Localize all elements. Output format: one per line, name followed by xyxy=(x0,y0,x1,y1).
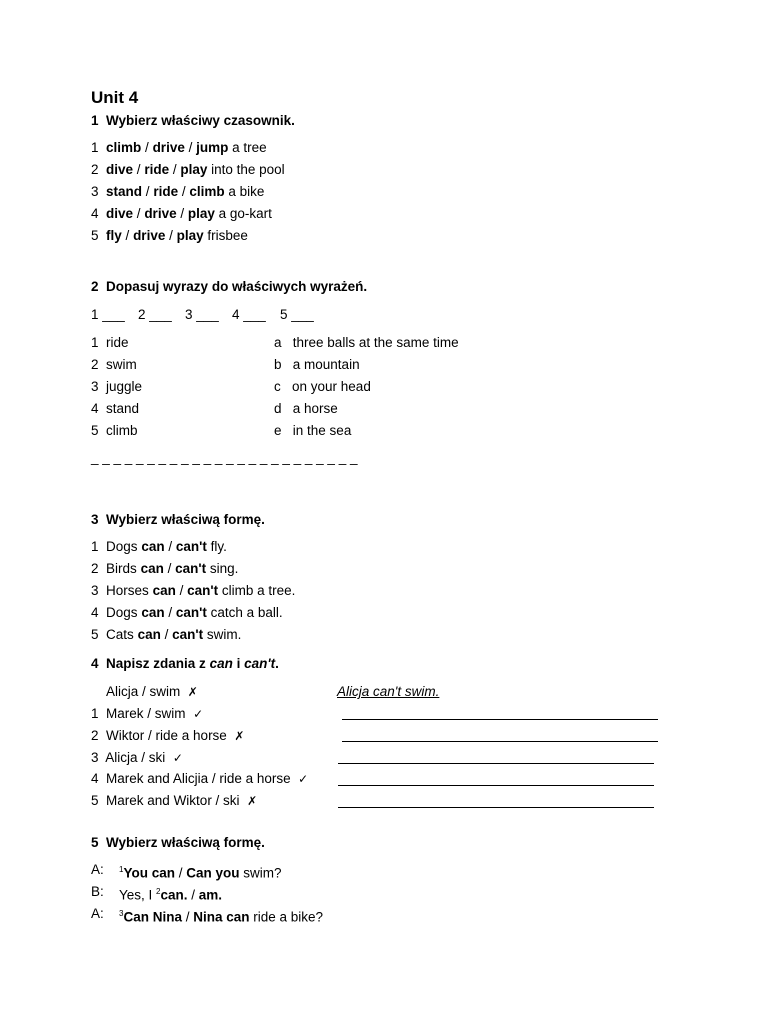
match-left-item: 3 juggle xyxy=(91,379,143,394)
match-left-item: 1 ride xyxy=(91,335,129,350)
answer-slot[interactable]: 2 ___ xyxy=(138,307,172,322)
answer-line[interactable] xyxy=(338,807,654,808)
dialogue-speaker: A: xyxy=(91,862,104,877)
match-right-item: d a horse xyxy=(274,401,338,416)
exercise-4-item: 1 Marek / swim ✓ xyxy=(91,706,204,721)
exercise-5-heading: 5 Wybierz właściwą formę. xyxy=(91,835,265,850)
answer-line[interactable] xyxy=(338,785,654,786)
cross-icon: ✗ xyxy=(187,685,198,699)
exercise-3-item: 1 Dogs can / can't fly. xyxy=(91,539,227,554)
check-icon: ✓ xyxy=(172,751,183,765)
exercise-3-item: 4 Dogs can / can't catch a ball. xyxy=(91,605,283,620)
match-left-item: 2 swim xyxy=(91,357,137,372)
exercise-1-item: 5 fly / drive / play frisbee xyxy=(91,228,248,243)
exercise-1-item: 3 stand / ride / climb a bike xyxy=(91,184,265,199)
check-icon: ✓ xyxy=(193,707,204,721)
answer-slot[interactable]: 4 ___ xyxy=(232,307,266,322)
exercise-1-item: 4 dive / drive / play a go-kart xyxy=(91,206,272,221)
exercise-1-heading: 1 Wybierz właściwy czasownik. xyxy=(91,113,295,128)
exercise-2-heading: 2 Dopasuj wyrazy do właściwych wyrażeń. xyxy=(91,279,368,294)
dialogue-speaker: B: xyxy=(91,884,104,899)
cross-icon: ✗ xyxy=(247,794,258,808)
exercise-4-item: 5 Marek and Wiktor / ski ✗ xyxy=(91,793,258,808)
answer-slot[interactable]: 3 ___ xyxy=(185,307,219,322)
match-right-item: a three balls at the same time xyxy=(274,335,459,350)
exercise-3-item: 2 Birds can / can't sing. xyxy=(91,561,239,576)
exercise-4-example-answer: Alicja can't swim. xyxy=(337,684,440,699)
check-icon: ✓ xyxy=(298,772,309,786)
exercise-4-item: 3 Alicja / ski ✓ xyxy=(91,750,183,765)
exercise-3-item: 3 Horses can / can't climb a tree. xyxy=(91,583,296,598)
answer-line[interactable] xyxy=(342,741,658,742)
cross-icon: ✗ xyxy=(234,729,245,743)
match-left-item: 4 stand xyxy=(91,401,140,416)
exercise-4-item: 4 Marek and Alicjia / ride a horse ✓ xyxy=(91,771,309,786)
exercise-4-item: 2 Wiktor / ride a horse ✗ xyxy=(91,728,245,743)
dialogue-line: $^3$Can Nina / Nina can ride a bike? xyxy=(119,909,324,925)
exercise-3-heading: 3 Wybierz właściwą formę. xyxy=(91,512,265,527)
dialogue-line: Yes, I $^2$can. / am. xyxy=(119,887,223,903)
match-right-item: e in the sea xyxy=(274,423,352,438)
exercise-4-heading: 4 Napisz zdania z can i can't. xyxy=(91,656,279,671)
page-title: Unit 4 xyxy=(91,88,139,107)
dialogue-line: $^1$You can / Can you swim? xyxy=(119,865,282,881)
exercise-1-item: 2 dive / ride / play into the pool xyxy=(91,162,285,177)
dialogue-speaker: A: xyxy=(91,906,104,921)
answer-line[interactable] xyxy=(338,763,654,764)
answer-slot[interactable]: 5 ___ xyxy=(280,307,314,322)
exercise-4-example-prompt: Alicja / swim ✗ xyxy=(106,684,198,699)
exercise-3-item: 5 Cats can / can't swim. xyxy=(91,627,242,642)
answer-slot[interactable]: 1 ___ xyxy=(91,307,125,322)
match-right-item: b a mountain xyxy=(274,357,360,372)
match-left-item: 5 climb xyxy=(91,423,138,438)
answer-line[interactable] xyxy=(342,719,658,720)
exercise-1-item: 1 climb / drive / jump a tree xyxy=(91,140,267,155)
section-divider: _ _ _ _ _ _ _ _ _ _ _ _ _ _ _ _ _ _ _ _ _ _ _ _ xyxy=(91,450,358,465)
match-right-item: c on your head xyxy=(274,379,371,394)
